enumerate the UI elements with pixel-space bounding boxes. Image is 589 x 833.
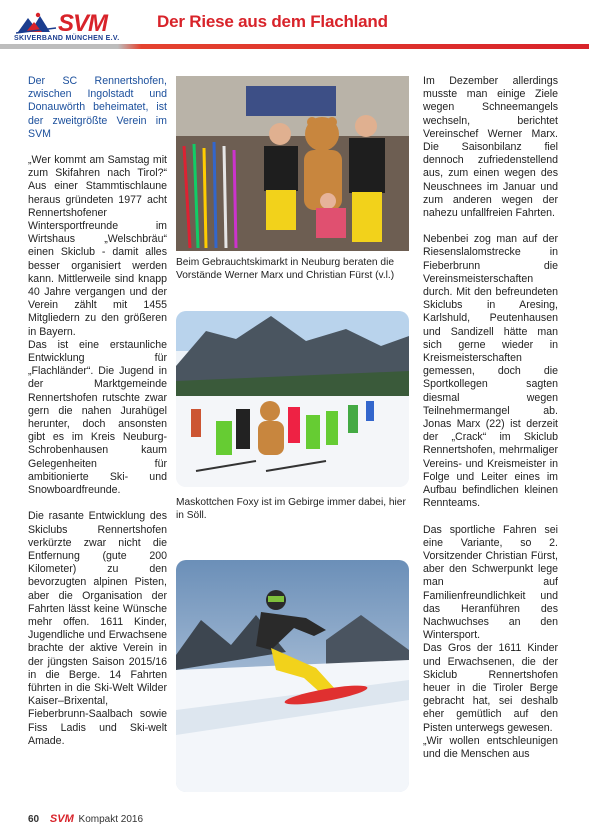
page-footer <box>28 813 143 825</box>
page-title: Der Riese aus dem Flachland <box>157 12 388 31</box>
article-paragraph: Das sportliche Fahren sei eine Variante, so 2. Vorsitzender Christian Fürst, aber den Schwerpunkt lege man auf Familienfreundlichkeit und das Heranführen des Nachwuchses an den Wintersport. <box>423 523 558 642</box>
article-paragraph: „Wir wollen entschleunigen und die Menschen aus <box>423 734 558 760</box>
article-column-left <box>28 75 167 748</box>
article-lead: Der SC Rennertshofen, zwischen Ingolstadt und Donauwörth beheimatet, ist der zweitgrößte Verein im SVM <box>28 75 167 140</box>
photo-ski-market <box>176 76 409 251</box>
photo-caption: Maskottchen Foxy ist im Gebirge immer dabei, hier in Söll. <box>176 497 406 521</box>
article-paragraph: Die rasante Entwicklung des Skiclubs Rennertshofen verkürzte zwar nicht die Entfernung (gute 200 Kilometer) zu den bevorzugten alpinen Pisten, aber die Organisation der Fahrten lässt keine Wünsche mehr offen. 1611 Kinder, Jugendliche und Erwachsene brachte der aktive Verein in der jüngsten Saison 2015/16 in die Berge. 14 Fahrten führten in die Ski-Welt Wilder Kaiser–Brixental, Fieberbrunn-Saalbach sowie Fiss Ladis und Ski-welt Amade. <box>28 510 167 747</box>
logo-text: SVM <box>58 10 108 37</box>
article-column-right <box>423 75 558 761</box>
header-divider <box>0 44 589 49</box>
footer-brand: SVM <box>49 813 74 825</box>
page-number: 60 <box>28 814 40 825</box>
article-paragraph: Das Gros der 1611 Kinder und Erwachsenen, die der Skiclub Rennertshofen heuer in die Tiroler Berge gebracht hat, sei deshalb eher gemütlich auf den Pisten unterwegs gewesen. <box>423 642 558 734</box>
article-paragraph: Nebenbei zog man auf der Riesenslalomstrecke in Fieberbrunn die Vereinsmeisterschaften durch. Mit den befreundeten Skiclubs in Aresing, Karlshuld, Peutenhausen und Sandizell hätte man sich gerne wieder in Kreismeisterschaften gemessen, doch die Sportkollegen sagten diesmal wegen Teilnehmermangel ab. Jonas Marx (22) ist derzeit der „Crack“ im Skiclub Rennertshofen, mehrmaliger Vereins- und Kreismeister in Folge und Leiter eines im Aufbau befindlichen kleinen Rennteams. <box>423 233 558 510</box>
photo-mascot-soell <box>176 311 409 487</box>
photo-caption: Beim Gebrauchtskimarkt in Neuburg beraten die Vorstände Werner Marx und Christian Fürst (v.l.) <box>176 257 395 281</box>
article-paragraph: Im Dezember allerdings musste man einige Ziele wegen Schneemangels wechseln, berichtet Vereinschef Werner Marx. Die Saisonbilanz fiel dennoch zufriedenstellend aus, zum einen wegen des Neuschnees im Januar und zum anderen wegen der nahezu unfallfreien Fahrten. <box>423 75 558 220</box>
footer-magazine: Kompakt 2016 <box>78 814 144 825</box>
photo-snowboarder <box>176 560 409 792</box>
article-paragraph: „Wer kommt am Samstag mit zum Skifahren nach Tirol?“ Aus einer Stammtischlaune heraus gründeten 1977 acht Rennertshofener Wintersportfreunde im Wirtshaus „Welschbräu“ einen Skiclub - damit alles besser organisiert werden kann. Mittlerweile sind knapp 40 Jahre vergangen und der Verein zählt mit 1455 Mitgliedern zu den größeren in Bayern. <box>28 154 167 338</box>
page-header <box>0 0 589 52</box>
svm-logo <box>14 6 134 46</box>
logo-subtitle: SKIVERBAND MÜNCHEN E.V. <box>14 35 120 42</box>
skier-logo-icon <box>16 12 58 34</box>
article-paragraph: Das ist eine erstaunliche Entwicklung für „Flachländer“. Die Jugend in der Marktgemeinde Rennertshofen rutschte zwar gern die nahen Jurahügel herunter, doch ansonsten gibt es im Kreis Neuburg-Schrobenhausen kaum Gelegenheiten für ambitionierte Ski- und Snowboardfreunde. <box>28 338 167 497</box>
